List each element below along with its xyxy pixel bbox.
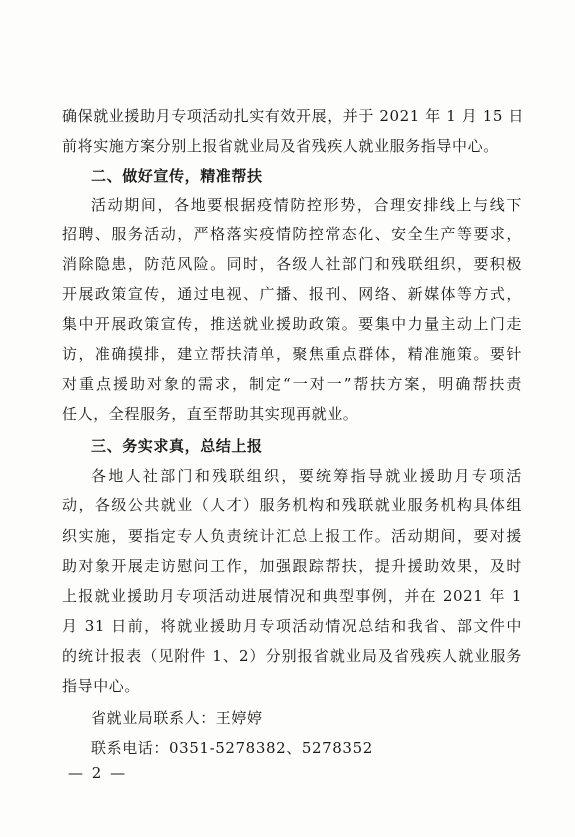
- paragraph-line: 集中开展政策宣传，推送就业援助政策。要集中力量主动上门走: [62, 315, 522, 333]
- paragraph-line: 各地人社部门和残联组织，要统筹指导就业援助月专项活: [91, 467, 522, 485]
- paragraph-line: 对重点援助对象的需求，制定“一对一”帮扶方案，明确帮扶责: [62, 375, 522, 393]
- paragraph-line: 消除隐患，防范风险。同时，各级人社部门和残联组织，要积极: [62, 255, 522, 273]
- page-number: — 2 —: [68, 764, 128, 782]
- paragraph-line: 前将实施方案分别上报省就业局及省残疾人就业服务指导中心。: [62, 137, 499, 155]
- paragraph-line: 指导中心。: [62, 677, 141, 695]
- paragraph-line: 上报就业援助月专项活动进展情况和典型事例，并在 2021 年 1: [62, 587, 522, 605]
- paragraph-line: 织实施，要指定专人负责统计汇总上报工作。活动期间，要对援: [62, 527, 522, 545]
- paragraph-line: 确保就业援助月专项活动扎实有效开展，并于 2021 年 1 月 15 日: [62, 107, 525, 125]
- paragraph-line: 任人，全程服务，直至帮助其实现再就业。: [62, 405, 359, 423]
- contact-phone: 联系电话：0351-5278382、5278352: [91, 739, 373, 757]
- paragraph-line: 开展政策宣传，通过电视、广播、报刊、网络、新媒体等方式，: [62, 285, 522, 303]
- section-heading-summary: 三、务实求真，总结上报: [91, 437, 263, 455]
- paragraph-line: 访，准确摸排，建立帮扶清单，聚焦重点群体，精准施策。要针: [62, 345, 522, 363]
- paragraph-line: 助对象开展走访慰问工作，加强跟踪帮扶，提升援助效果，及时: [62, 557, 522, 575]
- contact-person: 省就业局联系人：王婷婷: [91, 709, 263, 727]
- paragraph-line: 动，各级公共就业（人才）服务机构和残联就业服务机构具体组: [62, 496, 522, 514]
- paragraph-line: 活动期间，各地要根据疫情防控形势，合理安排线上与线下: [91, 196, 522, 214]
- paragraph-line: 招聘、服务活动，严格落实疫情防控常态化、安全生产等要求，: [62, 225, 522, 243]
- paragraph-line: 月 31 日前，将就业援助月专项活动情况总结和我省、部文件中: [62, 617, 522, 635]
- section-heading-publicity: 二、做好宣传，精准帮扶: [91, 167, 263, 185]
- paragraph-line: 的统计报表（见附件 1、2）分别报省就业局及省残疾人就业服务: [62, 647, 522, 665]
